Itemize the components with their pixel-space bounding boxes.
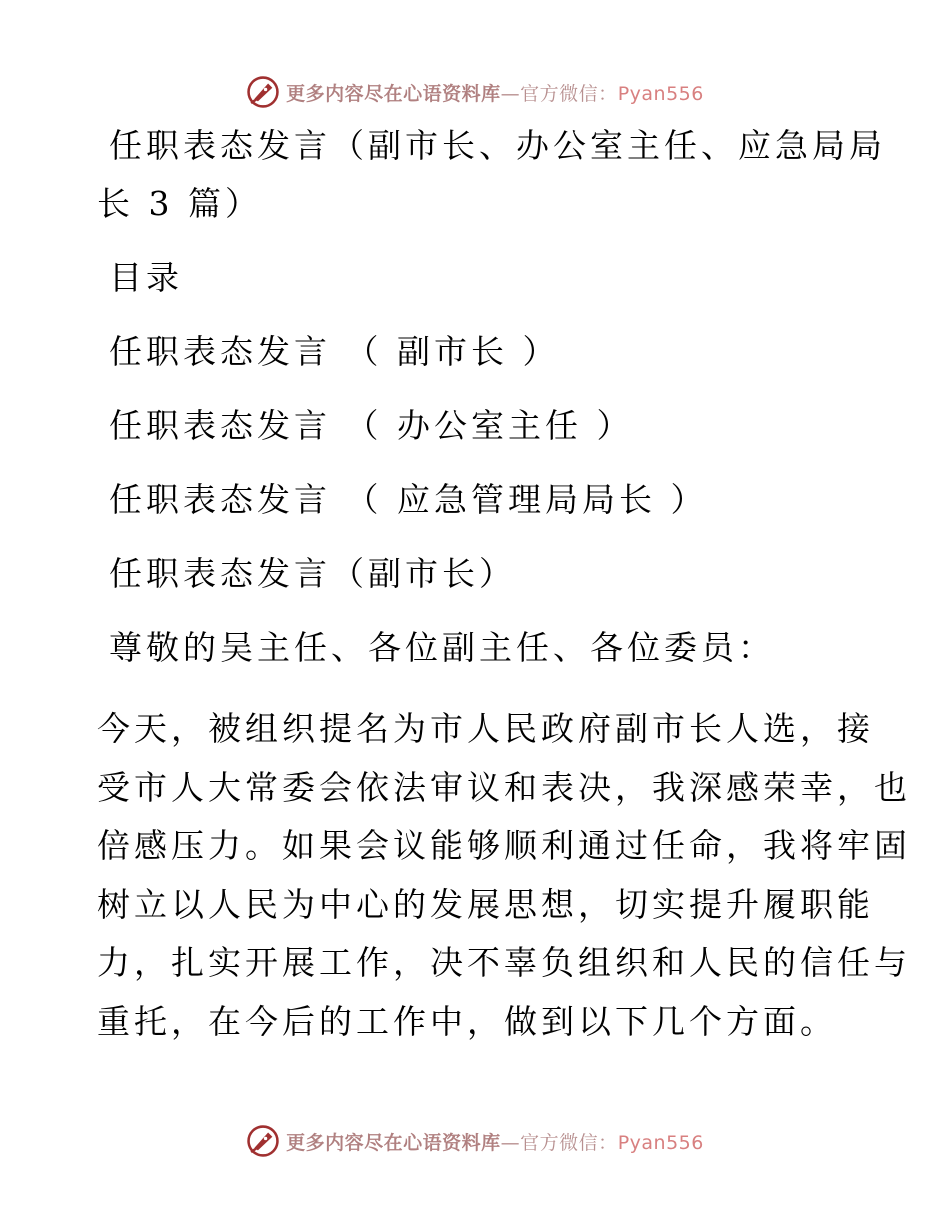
pen-nib-logo-icon xyxy=(246,1124,280,1158)
watermark-sub: 官方微信： xyxy=(520,82,618,105)
pen-nib-logo-icon xyxy=(246,75,280,109)
paragraph-line: 重托，在今后的工作中，做到以下几个方面。 xyxy=(97,1001,837,1041)
watermark-dash: — xyxy=(500,82,521,105)
paragraph-line: 倍感压力。如果会议能够顺利通过任命，我将牢固 xyxy=(97,826,911,865)
toc-item[interactable]: 任职表态发言 （ 办公室主任 ） xyxy=(109,406,634,445)
watermark-text xyxy=(286,79,704,106)
paragraph-line: 树立以人民为中心的发展思想，切实提升履职能 xyxy=(97,884,874,924)
toc-item[interactable]: 任职表态发言 （ 应急管理局局长 ） xyxy=(109,480,708,519)
watermark-id: Pyan556 xyxy=(617,1131,704,1154)
body-paragraph xyxy=(97,700,911,1051)
toc-item[interactable]: 任职表态发言 （ 副市长 ） xyxy=(109,332,560,371)
watermark-text xyxy=(286,1128,704,1155)
header-watermark xyxy=(0,72,950,112)
paragraph-line: 力，扎实开展工作，决不辜负组织和人民的信任与 xyxy=(97,943,911,982)
salutation: 尊敬的吴主任、各位副主任、各位委员： xyxy=(109,628,775,667)
toc-heading: 目录 xyxy=(109,258,183,297)
watermark-main: 更多内容尽在心语资料库 xyxy=(286,82,501,105)
paragraph-line: 受市人大常委会依法审议和表决，我深感荣幸，也 xyxy=(97,767,911,807)
watermark-main: 更多内容尽在心语资料库 xyxy=(286,1131,501,1154)
doc-title-line-2: 长 3 篇） xyxy=(97,184,262,223)
watermark-dash: — xyxy=(500,1131,521,1154)
section-title: 任职表态发言（副市长） xyxy=(109,554,516,593)
watermark-id: Pyan556 xyxy=(617,82,704,105)
watermark-sub: 官方微信： xyxy=(520,1131,618,1154)
doc-title-line-1: 任职表态发言（副市长、办公室主任、应急局局 xyxy=(109,126,886,165)
footer-watermark xyxy=(0,1121,950,1161)
paragraph-line: 今天，被组织提名为市人民政府副市长人选，接 xyxy=(97,709,874,748)
